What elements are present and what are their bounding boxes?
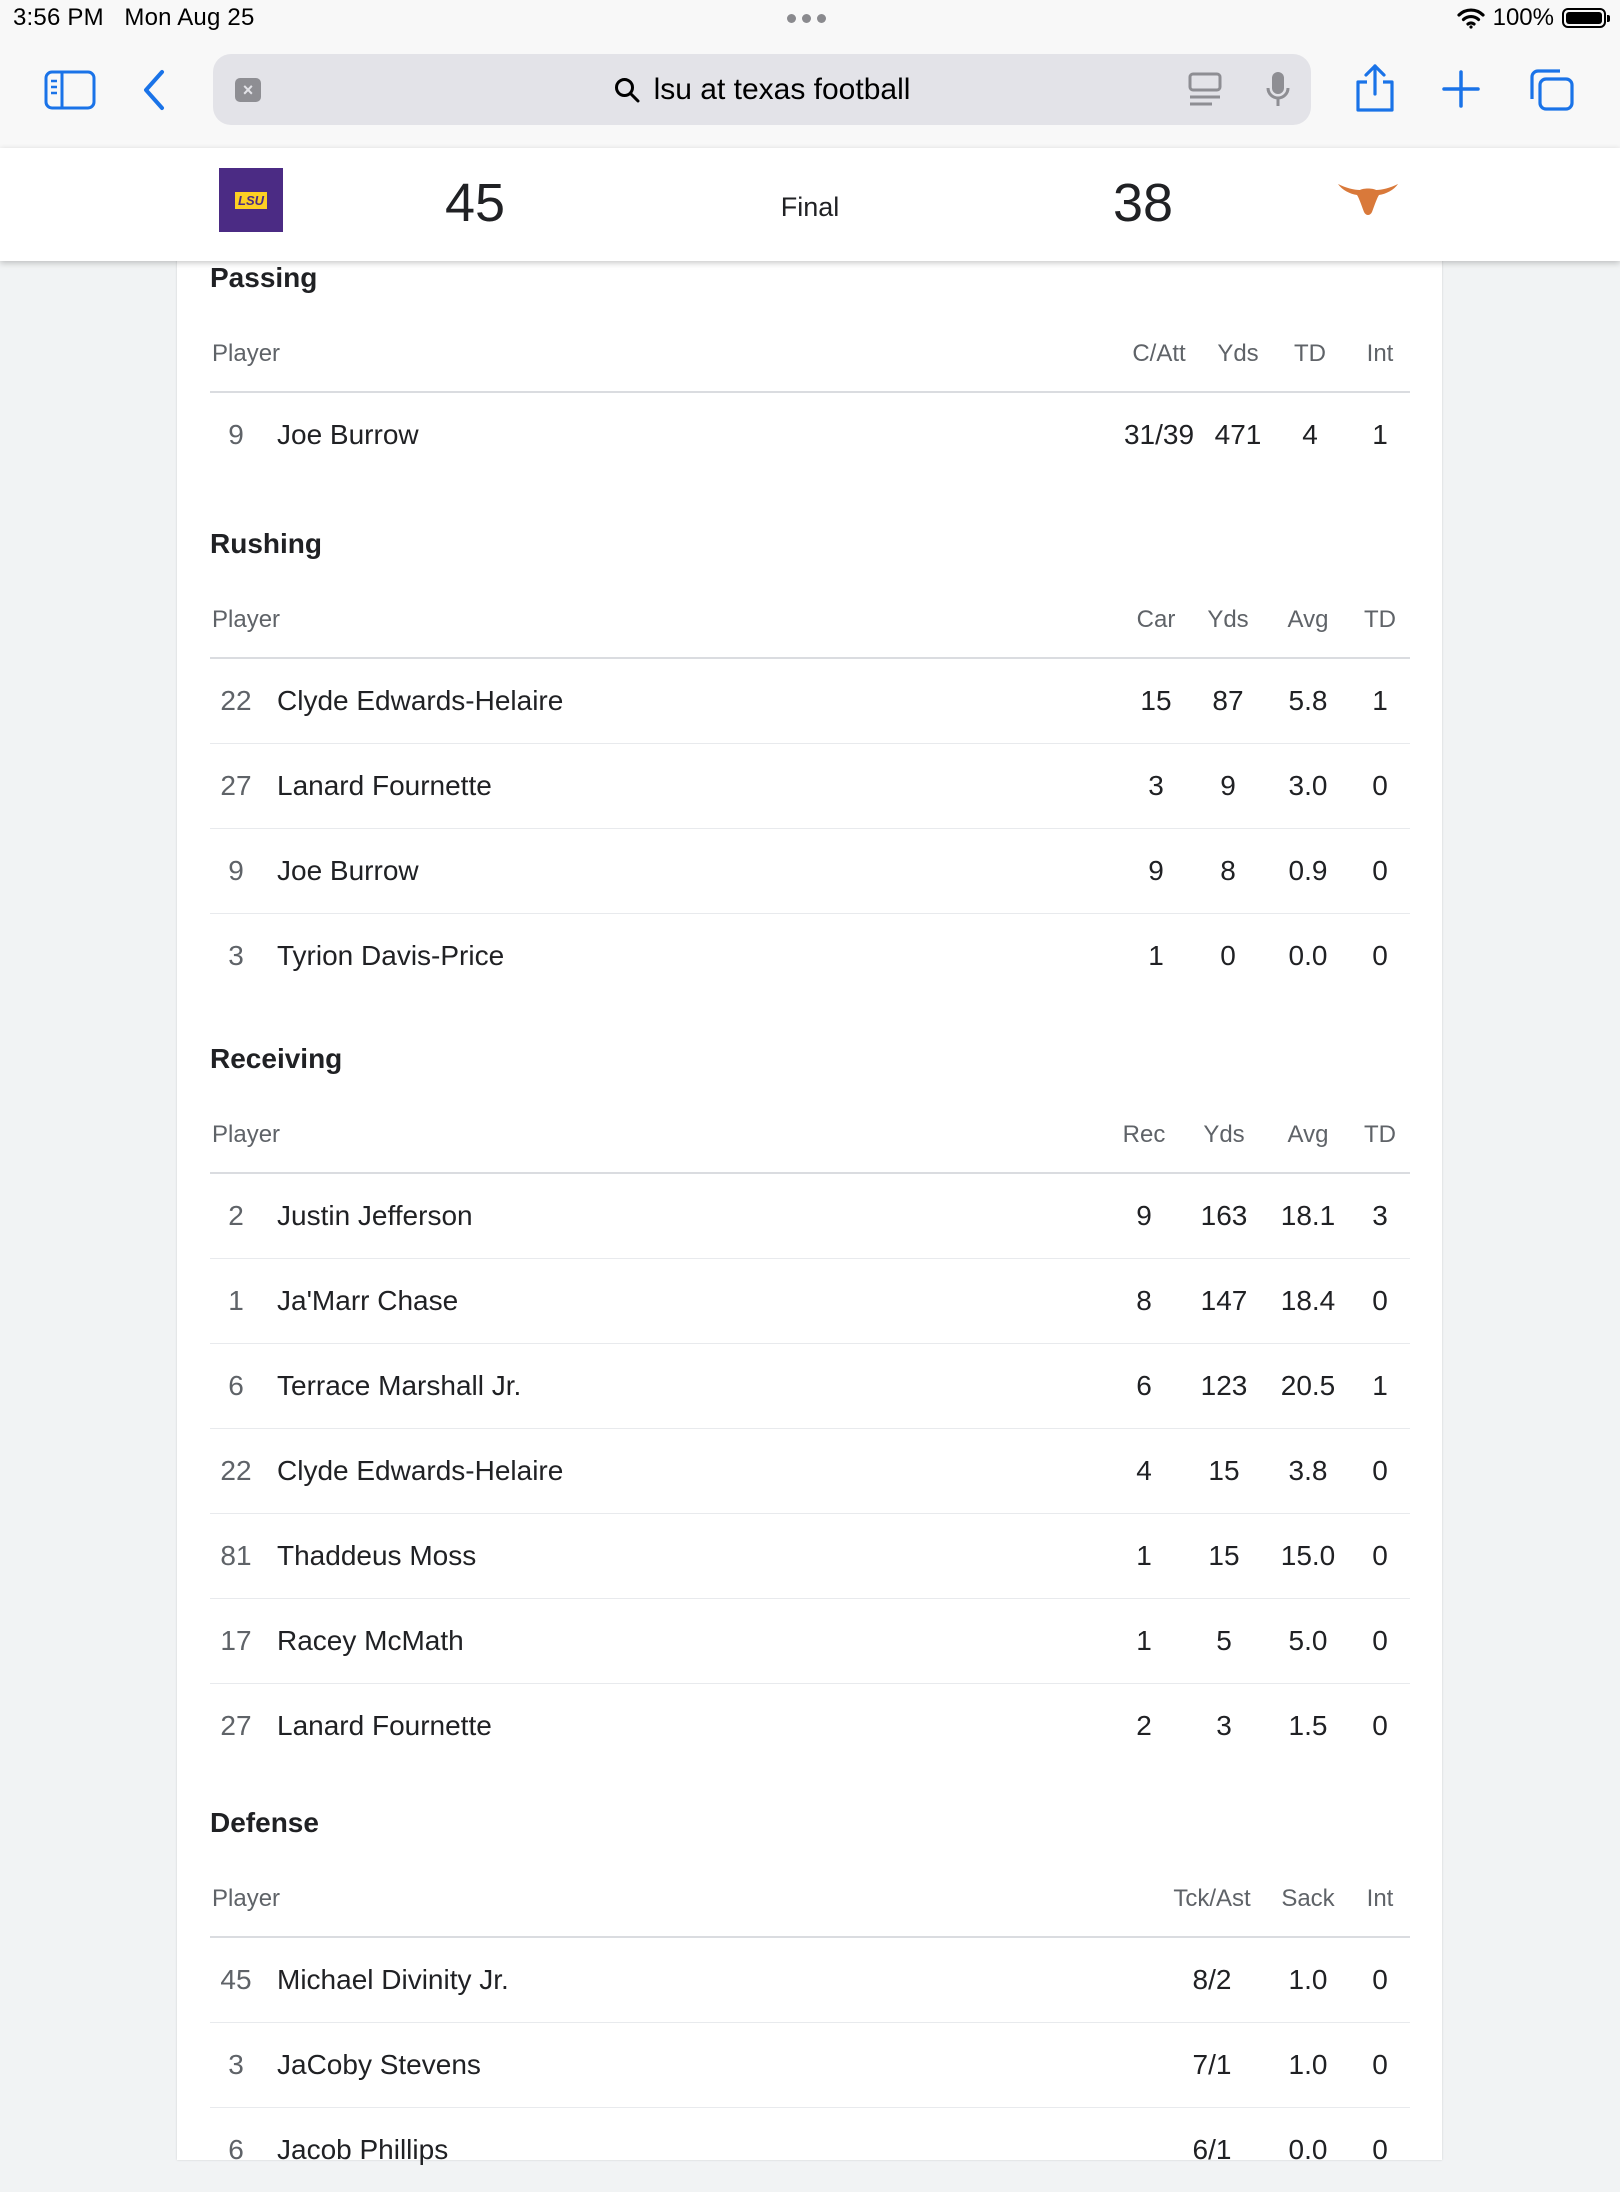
new-tab-icon[interactable] — [1441, 69, 1481, 109]
search-icon — [614, 77, 640, 103]
stat-td: 0 — [1350, 1684, 1410, 1769]
battery-percent: 100% — [1493, 4, 1554, 32]
box-score-card — [177, 200, 1442, 2160]
rushing-table — [210, 582, 1410, 998]
player-number: 2 — [210, 1173, 262, 1259]
player-name[interactable]: Michael Divinity Jr. — [262, 1937, 1158, 2023]
table-row[interactable] — [210, 744, 1410, 829]
table-row[interactable] — [210, 2023, 1410, 2108]
player-number: 1 — [210, 1259, 262, 1344]
receiving-title: Receiving — [210, 1043, 342, 1075]
sidebar-toggle-icon[interactable] — [44, 70, 96, 110]
stat-avg: 18.1 — [1266, 1173, 1350, 1259]
player-number: 6 — [210, 2108, 262, 2192]
status-time: 3:56 PM — [13, 4, 104, 31]
texas-longhorn-logo[interactable] — [1336, 178, 1400, 223]
stat-td: 1 — [1350, 658, 1410, 744]
stat-yds: 9 — [1190, 744, 1266, 829]
rushing-title: Rushing — [210, 528, 322, 560]
player-name[interactable]: Joe Burrow — [262, 392, 1112, 477]
stat-td: 0 — [1350, 914, 1410, 999]
player-name[interactable]: Ja'Marr Chase — [262, 1259, 1106, 1344]
battery-icon — [1562, 8, 1606, 28]
stat-rec: 6 — [1106, 1344, 1182, 1429]
status-right — [1457, 4, 1606, 32]
player-name[interactable]: Justin Jefferson — [262, 1173, 1106, 1259]
col-player: Player — [210, 1861, 1158, 1937]
scoreboard — [0, 148, 1620, 261]
table-row[interactable] — [210, 1599, 1410, 1684]
player-number: 27 — [210, 1684, 262, 1769]
col-player: Player — [210, 1097, 1106, 1173]
stat-rec: 4 — [1106, 1429, 1182, 1514]
stat-car: 3 — [1122, 744, 1190, 829]
col-catt: C/Att — [1112, 316, 1206, 392]
player-number: 3 — [210, 2023, 262, 2108]
table-row[interactable] — [210, 1344, 1410, 1429]
status-time-date — [13, 4, 255, 32]
player-name[interactable]: JaCoby Stevens — [262, 2023, 1158, 2108]
defense-title: Defense — [210, 1807, 319, 1839]
col-int: Int — [1350, 316, 1410, 392]
stat-sack: 1.0 — [1266, 1937, 1350, 2023]
status-bar — [0, 0, 1620, 40]
table-header-row — [210, 1861, 1410, 1937]
table-row[interactable] — [210, 1429, 1410, 1514]
player-name[interactable]: Terrace Marshall Jr. — [262, 1344, 1106, 1429]
player-number: 17 — [210, 1599, 262, 1684]
player-number: 6 — [210, 1344, 262, 1429]
table-row[interactable] — [210, 1937, 1410, 2023]
player-name[interactable]: Tyrion Davis-Price — [262, 914, 1122, 999]
address-bar[interactable] — [213, 54, 1311, 125]
home-score: 45 — [445, 172, 505, 234]
table-row[interactable] — [210, 658, 1410, 744]
away-score: 38 — [1113, 172, 1173, 234]
share-icon[interactable] — [1354, 62, 1396, 114]
stat-td: 4 — [1270, 392, 1350, 477]
stat-td: 0 — [1350, 1429, 1410, 1514]
player-number: 22 — [210, 658, 262, 744]
stat-rec: 1 — [1106, 1599, 1182, 1684]
stat-catt: 31/39 — [1112, 392, 1206, 477]
player-number: 45 — [210, 1937, 262, 2023]
col-td: TD — [1350, 582, 1410, 658]
status-date: Mon Aug 25 — [124, 4, 254, 31]
player-number: 3 — [210, 914, 262, 999]
address-text: lsu at texas football — [654, 73, 911, 107]
stat-yds: 15 — [1182, 1514, 1266, 1599]
table-header-row — [210, 316, 1410, 392]
stat-avg: 20.5 — [1266, 1344, 1350, 1429]
stat-int: 0 — [1350, 1937, 1410, 2023]
col-avg: Avg — [1266, 1097, 1350, 1173]
tabs-overview-icon[interactable] — [1528, 67, 1576, 113]
receiving-table — [210, 1097, 1410, 1768]
table-row[interactable] — [210, 1173, 1410, 1259]
stat-yds: 3 — [1182, 1684, 1266, 1769]
col-td: TD — [1270, 316, 1350, 392]
stat-yds: 87 — [1190, 658, 1266, 744]
table-row[interactable] — [210, 1259, 1410, 1344]
stat-yds: 123 — [1182, 1344, 1266, 1429]
stat-td: 0 — [1350, 829, 1410, 914]
reader-mode-icon[interactable] — [1188, 72, 1222, 110]
table-row[interactable] — [210, 829, 1410, 914]
col-player: Player — [210, 316, 1112, 392]
stat-int: 0 — [1350, 2023, 1410, 2108]
stat-rec: 1 — [1106, 1514, 1182, 1599]
stat-avg: 3.8 — [1266, 1429, 1350, 1514]
stat-yds: 15 — [1182, 1429, 1266, 1514]
lsu-logo-text: LSU — [235, 192, 267, 209]
stat-td: 0 — [1350, 744, 1410, 829]
close-tab-icon[interactable]: × — [235, 78, 261, 102]
stat-car: 9 — [1122, 829, 1190, 914]
stat-tck-ast: 7/1 — [1158, 2023, 1266, 2108]
col-yds: Yds — [1182, 1097, 1266, 1173]
passing-title: Passing — [210, 262, 317, 294]
microphone-icon[interactable] — [1265, 70, 1291, 110]
player-number: 9 — [210, 829, 262, 914]
stat-rec: 9 — [1106, 1173, 1182, 1259]
stat-avg: 1.5 — [1266, 1684, 1350, 1769]
col-tck-ast: Tck/Ast — [1158, 1861, 1266, 1937]
player-name[interactable]: Thaddeus Moss — [262, 1514, 1106, 1599]
col-sack: Sack — [1266, 1861, 1350, 1937]
player-name[interactable]: Racey McMath — [262, 1599, 1106, 1684]
stat-tck-ast: 8/2 — [1158, 1937, 1266, 2023]
stat-sack: 0.0 — [1266, 2108, 1350, 2192]
stat-td: 0 — [1350, 1514, 1410, 1599]
player-number: 81 — [210, 1514, 262, 1599]
wifi-icon — [1457, 7, 1485, 29]
stat-td: 1 — [1350, 1344, 1410, 1429]
stat-avg: 0.9 — [1266, 829, 1350, 914]
stat-avg: 5.8 — [1266, 658, 1350, 744]
stat-car: 15 — [1122, 658, 1190, 744]
stat-avg: 15.0 — [1266, 1514, 1350, 1599]
table-row[interactable] — [210, 1514, 1410, 1599]
col-yds: Yds — [1190, 582, 1266, 658]
stat-car: 1 — [1122, 914, 1190, 999]
col-player: Player — [210, 582, 1122, 658]
passing-table — [210, 316, 1410, 477]
stat-tck-ast: 6/1 — [1158, 2108, 1266, 2192]
stat-yds: 5 — [1182, 1599, 1266, 1684]
stat-td: 0 — [1350, 1599, 1410, 1684]
table-row[interactable] — [210, 1684, 1410, 1769]
stat-avg: 18.4 — [1266, 1259, 1350, 1344]
player-name[interactable]: Joe Burrow — [262, 829, 1122, 914]
player-number: 27 — [210, 744, 262, 829]
player-number: 9 — [210, 392, 262, 477]
stat-yds: 147 — [1182, 1259, 1266, 1344]
stat-sack: 1.0 — [1266, 2023, 1350, 2108]
browser-toolbar — [0, 40, 1620, 148]
table-row[interactable] — [210, 914, 1410, 999]
col-yds: Yds — [1206, 316, 1270, 392]
multitasking-dots-icon[interactable] — [787, 14, 826, 23]
player-number: 22 — [210, 1429, 262, 1514]
stat-yds: 471 — [1206, 392, 1270, 477]
defense-table — [210, 1861, 1410, 2192]
player-name[interactable]: Clyde Edwards-Helaire — [262, 658, 1122, 744]
stat-td: 3 — [1350, 1173, 1410, 1259]
col-car: Car — [1122, 582, 1190, 658]
col-avg: Avg — [1266, 582, 1350, 658]
stat-yds: 163 — [1182, 1173, 1266, 1259]
stat-td: 0 — [1350, 1259, 1410, 1344]
stat-avg: 3.0 — [1266, 744, 1350, 829]
stat-rec: 8 — [1106, 1259, 1182, 1344]
player-name[interactable]: Clyde Edwards-Helaire — [262, 1429, 1106, 1514]
stat-avg: 0.0 — [1266, 914, 1350, 999]
player-name[interactable]: Lanard Fournette — [262, 744, 1122, 829]
stat-int: 1 — [1350, 392, 1410, 477]
back-chevron-icon[interactable] — [140, 68, 168, 112]
col-rec: Rec — [1106, 1097, 1182, 1173]
col-td: TD — [1350, 1097, 1410, 1173]
stat-int: 0 — [1350, 2108, 1410, 2192]
stat-avg: 5.0 — [1266, 1599, 1350, 1684]
player-name[interactable]: Lanard Fournette — [262, 1684, 1106, 1769]
col-int: Int — [1350, 1861, 1410, 1937]
stat-yds: 8 — [1190, 829, 1266, 914]
table-row[interactable] — [210, 2108, 1410, 2192]
table-header-row — [210, 582, 1410, 658]
stat-rec: 2 — [1106, 1684, 1182, 1769]
game-status: Final — [0, 192, 1620, 223]
stat-yds: 0 — [1190, 914, 1266, 999]
player-name[interactable]: Jacob Phillips — [262, 2108, 1158, 2192]
table-header-row — [210, 1097, 1410, 1173]
table-row[interactable] — [210, 392, 1410, 477]
